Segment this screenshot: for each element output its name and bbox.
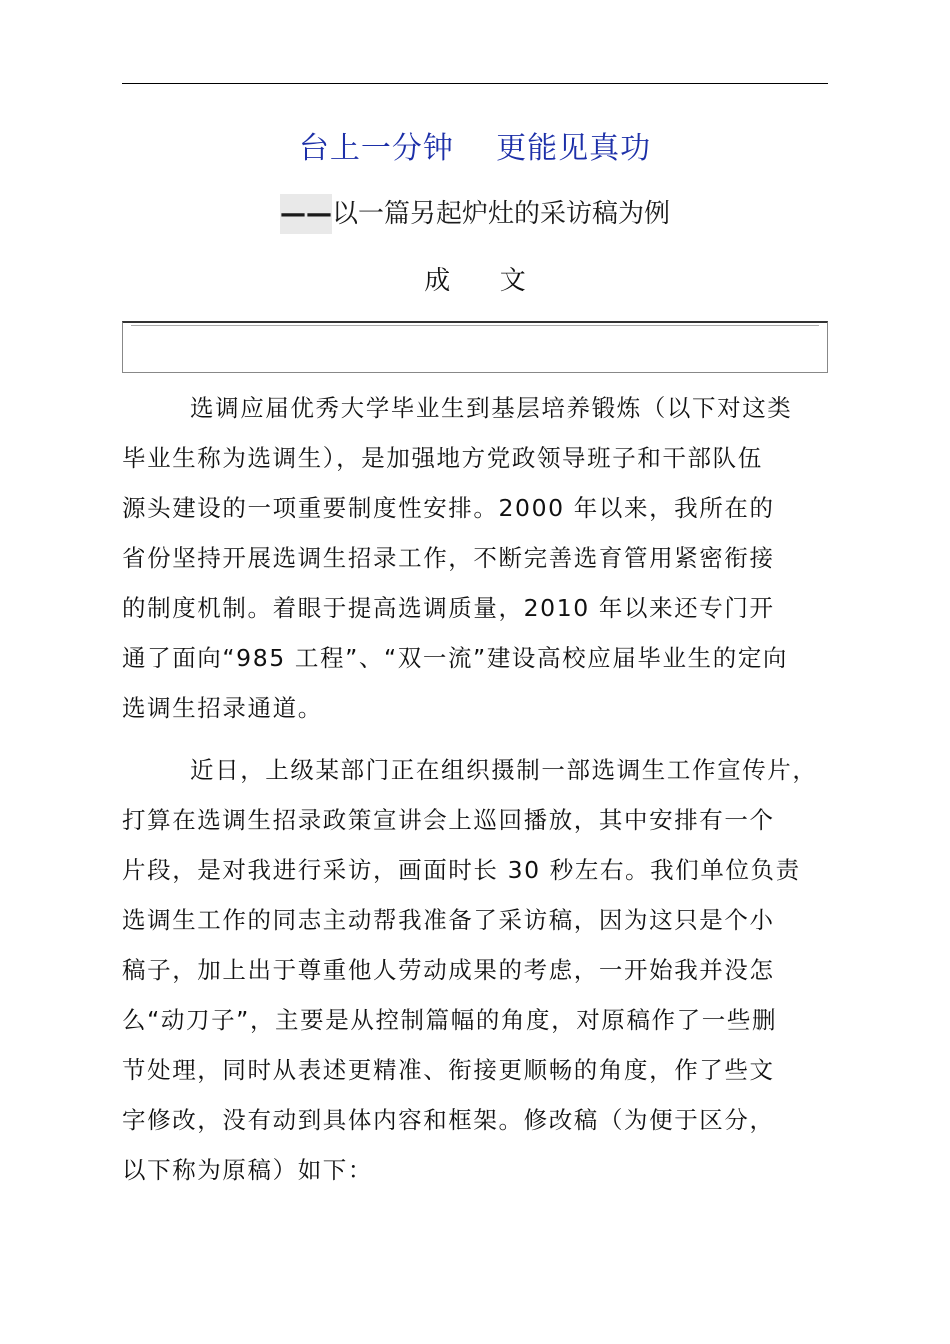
paragraph-line: 么“动刀子”，主要是从控制篇幅的角度，对原稿作了一些删 — [122, 1006, 778, 1034]
paragraph-line: 选调应届优秀大学毕业生到基层培养锻炼（以下对这类 — [190, 394, 793, 422]
article-subtitle — [0, 194, 950, 234]
paragraph-2 — [122, 745, 834, 1195]
paragraph-line: 近日，上级某部门正在组织摄制一部选调生工作宣传片， — [190, 756, 818, 784]
paragraph-line: 源头建设的一项重要制度性安排。2000 年以来，我所在的 — [122, 494, 775, 522]
paragraph-line: 字修改，没有动到具体内容和框架。修改稿（为便于区分， — [122, 1106, 775, 1134]
paragraph-line: 片段，是对我进行采访，画面时长 30 秒左右。我们单位负责 — [122, 856, 801, 884]
author-name: 成 文 — [424, 266, 526, 296]
paragraph-line: 毕业生称为选调生），是加强地方党政领导班子和干部队伍 — [122, 444, 763, 472]
separator-inner-rule — [131, 325, 819, 326]
paragraph-line: 以下称为原稿）如下： — [122, 1156, 373, 1184]
separator-box — [122, 321, 828, 373]
paragraph-line: 打算在选调生招录政策宣讲会上巡回播放，其中安排有一个 — [122, 806, 775, 834]
subtitle-text: 以一篇另起炉灶的采访稿为例 — [331, 199, 670, 229]
paragraph-line: 省份坚持开展选调生招录工作，不断完善选育管用紧密衔接 — [122, 544, 775, 572]
paragraph-line: 稿子，加上出于尊重他人劳动成果的考虑，一开始我并没怎 — [122, 956, 775, 984]
paragraph-line: 选调生招录通道。 — [122, 694, 323, 722]
paragraph-line: 的制度机制。着眼于提高选调质量，2010 年以来还专门开 — [122, 594, 775, 622]
paragraph-1 — [122, 383, 834, 733]
header-rule — [122, 83, 828, 84]
paragraph-line: 选调生工作的同志主动帮我准备了采访稿，因为这只是个小 — [122, 906, 775, 934]
paragraph-line: 节处理，同时从表述更精准、衔接更顺畅的角度，作了些文 — [122, 1056, 775, 1084]
subtitle-dash: —— — [280, 194, 332, 234]
paragraph-line: 通了面向“985 工程”、“双一流”建设高校应届毕业生的定向 — [122, 644, 789, 672]
article-title: 台上一分钟 更能见真功 — [298, 131, 652, 166]
